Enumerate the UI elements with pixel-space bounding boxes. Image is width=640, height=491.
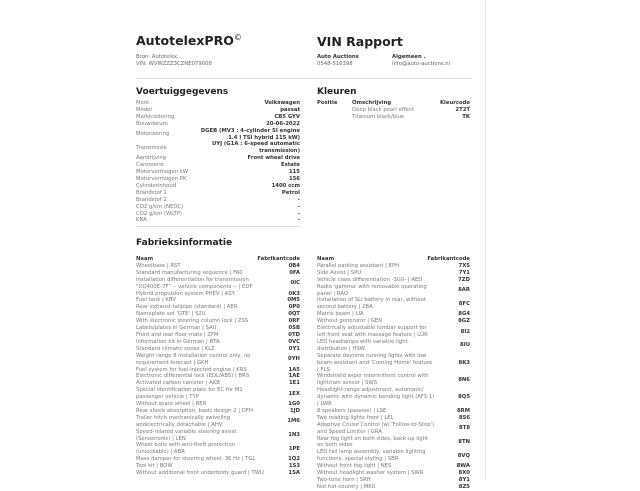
table-row: Front and rear floor mats | ZFM 0TD [136,331,300,338]
source-info: Bron: Autotelex VIN: WVWZZZ3CZNE079008 [136,54,212,67]
table-row: Marktcodering CB5 GYV [136,113,300,120]
table-row: Separate daytime running lights with low beam assistant and 'Coming Home' feature | FLS 8K3 [317,352,470,373]
table-row: LED headlamps with variable light distribution | HSW 8IU [317,338,470,352]
table-row: Without generator | GEN 8GZ [317,318,470,325]
factory-table-right: Naam Fabrikantcode Parallel parking assistant | EPH 7X5 Side Assist | SPU 7Y1 Vehicle class differentiation -3G0- | AED 7ZD Radio 'gamma' with removable operating panel | RAO 8AR Installation of SLI battery in rear, without second battery | 2BA 8FC Matrix beam | LIA 8G4 Without generator | GEN 8GZ Electrically adjustable lumbar support for left front seat with massage feature | LOR 8I2 LED headlamps with variable light distribution | HSW 8IU Separate daytime running lights with low beam assistant and 'Coming Home' feature | FLS 8K3 Windshield wiper intermittent control with light/rain sensor | SWS 8N6 Headlight-range adjustment, automatic/ dynamic with dynamic bending light (AFS 1) | LWR 8Q5 8 speakers (passive) | LSE 8RM Two reading lights front | LEL 8S6 Adaptive Cruise Control (w/ 'Follow-to-Stop') and Speed Limiter | GRA 8T8 Rear fog light on both sides, back-up light on both sides 8TN LED tail lamp assembly, variable lighting functions, special styling | SBR 8VQ Without front fog light | NES 8WA Without headlight washer system | SWR 8X0 Two-tone horn | SRH 8Y1 Not hot country | MKU 8Z5 [317,256,470,490]
table-row: Carosserie Estate [136,162,300,169]
colors-title: Kleuren [317,87,357,97]
table-row: Installation differentiation for transmission "DQ400E-7F" -- vehicle components -- | EDF 0IC [136,276,300,290]
table-row: With electronic steering column lock | ZSS 0RF [136,318,300,325]
dealer-info: Auto Auctions 0548-516398 [317,54,359,67]
table-row: Without headlight washer system | SWR 8X0 [317,470,470,477]
table-row: Activated carbon canister | AKB 1E1 [136,380,300,387]
table-row: Standard manufacturing sequence | FA0 0FA [136,269,300,276]
brand-title: AutotelexPRO© [136,33,242,49]
table-row: Parallel parking assistant | EPH 7X5 [317,262,470,269]
colors-table: Positie Omschrijving Kleurcode Deep black pearl effect 2T2T Titanium black/blue TK [317,100,470,120]
table-row: Tool kit | BOW 1S3 [136,463,300,470]
table-row: Merk Volkswagen [136,100,300,106]
table-row: Matrix beam | LIA 8G4 [317,311,470,318]
table-row: Fuel system for fuel-injected engine | KRS 1A5 [136,366,300,373]
table-row: Rear shock absorption, basic design 2 | DFH 1JD [136,407,300,414]
table-row: Brandstof 1 Petrol [136,189,300,196]
table-row: Electronic differential lock (EDL/ABS) | BRS 1AE [136,373,300,380]
table-row: Special identification plate for EC for M1 passenger vehicle | TYP 1EX [136,387,300,401]
table-row: Fuel tank | KBV 0M5 [136,297,300,304]
table-row: Radio 'gamma' with removable operating panel | RAO 8AR [317,283,470,297]
table-row: Two reading lights front | LEL 8S6 [317,414,470,421]
color-row: Titanium black/blue TK [352,113,470,120]
table-row: Trailer hitch mechanically swiveling andelectrically detachable | AHV 1M6 [136,414,300,428]
factory-title: Fabrieksinformatie [136,238,233,248]
general-info: Algemeen . info@auto-auctions.nl [392,54,451,67]
table-row: Model passat [136,106,300,113]
table-row: Without front fog light | NES 8WA [317,463,470,470]
color-row: Deep black pearl effect 2T2T [352,106,470,113]
table-row: Two-tone horn | SRH 8Y1 [317,477,470,483]
table-row: Standard climatic zones | KLZ 0Y1 [136,345,300,352]
table-row: Aandrijving Front wheel drive [136,155,300,162]
table-row: Vehicle class differentiation -3G0- | AED 7ZD [317,276,470,283]
table-row: Motorvermogen PK 156 [136,175,300,182]
table-row: Windshield wiper intermittent control with light/rain sensor | SWS 8N6 [317,373,470,387]
table-row: Hybrid propulsion system PHEV | ASY 0K3 [136,290,300,297]
table-row: Mass damper for steering wheel, 36 Hz | TGL 1Q2 [136,456,300,463]
report-title: VIN Rapport [317,34,403,49]
table-row: Wheelbase | RST 0B4 [136,262,300,269]
table-row: Installation of SLI battery in rear, without second battery | 2BA 8FC [317,297,470,311]
divider [136,226,300,227]
table-row: Motorisering DGEB (MV3 : 4-cylinder SI engine 1.4 l TSI hybrid 115 kW) [136,127,300,141]
table-row: Rear exhaust tailpipe (standard) | AER 0P0 [136,304,300,311]
table-row: Electrically adjustable lumbar support for left front seat with massage feature | LOR 8I2 [317,325,470,338]
vehicle-title: Voertuiggegevens [136,87,229,97]
table-row: Not hot country | MKU 8Z5 [317,483,470,490]
table-row: Without additional front underbody guard | TWU 1SA [136,470,300,477]
page-edge [485,0,486,480]
table-row: Headlight-range adjustment, automatic/ dynamic with dynamic bending light (AFS 1) | LWR 8Q5 [317,387,470,408]
table-row: KBA - [136,217,300,224]
table-row: LED tail lamp assembly, variable lighting functions, special styling | SBR 8VQ [317,449,470,463]
divider [136,78,472,79]
table-row: Cylinderinhoud 1400 ccm [136,182,300,189]
table-row: Without spare wheel | RER 1G0 [136,401,300,408]
table-row: Information kit in German | BTA 0VC [136,338,300,345]
table-row: Motorvermogen kW 115 [136,169,300,176]
table-row: Labels/plates in German | SAU 0SB [136,325,300,332]
table-row: Speed-related variable steering assist (Servotronic) | LEN 1N3 [136,428,300,442]
table-row: Adaptive Cruise Control (w/ 'Follow-to-Stop') and Speed Limiter | GRA 8T8 [317,421,470,435]
table-row: 8 speakers (passive) | LSE 8RM [317,407,470,414]
table-row: Nameplate set 'GTE' | S2U 0QT [136,311,300,318]
table-row: Side Assist | SPU 7Y1 [317,269,470,276]
table-row: Transmissie UYJ (G1A : 6-speed automatic transmission) [136,141,300,155]
table-row: Wheel bolts with anti-theft protection (unlockable) | ABR 1PE [136,442,300,456]
table-row: Weight range 8 installation control only, no requirement forecast | GKH 0YH [136,352,300,366]
table-row: CO2 g/km (WLTP) - [136,210,300,217]
table-row: Rear fog light on both sides, back-up light on both sides 8TN [317,435,470,449]
factory-table-left: Naam Fabrikantcode Wheelbase | RST 0B4 Standard manufacturing sequence | FA0 0FA Installation differentiation for transmission "DQ400E-7F" -- vehicle components -- | EDF 0IC Hybrid propulsion system PHEV | ASY 0K3 Fuel tank | KBV 0M5 Rear exhaust tailpipe (standard) | AER 0P0 Nameplate set 'GTE' | S2U 0QT With electronic steering column lock | ZSS 0RF Labels/plates in German | SAU 0SB Front and rear floor mats | ZFM 0TD Information kit in German | BTA 0VC Standard climatic zones | KLZ 0Y1 Weight range 8 installation control only, no requirement forecast | GKH 0YH Fuel system for fuel-injected engine | KRS 1A5 Electronic differential lock (EDL/ABS) | BRS 1AE Activated carbon canister | AKB 1E1 Special identification plate for EC for M1 passenger vehicle | TYP 1EX Without spare wheel | RER 1G0 Rear shock absorption, basic design 2 | DFH 1JD Trailer hitch mechanically swiveling andelectrically detachable | AHV 1M6 Speed-related variable steering assist (Servotronic) | LEN 1N3 Wheel bolts with anti-theft protection (unlockable) | ABR 1PE Mass damper for steering wheel, 36 Hz | TGL 1Q2 Tool kit | BOW 1S3 Without additional front underbody guard | TWU 1SA [136,256,300,477]
table-row: Brandstof 2 - [136,196,300,203]
vehicle-table [136,100,300,224]
table-row: Bouwdatum 20-06-2022 [136,120,300,127]
email-link[interactable]: info@auto-auctions.nl [392,61,451,67]
table-row: CO2 g/km (NEDC) - [136,203,300,210]
